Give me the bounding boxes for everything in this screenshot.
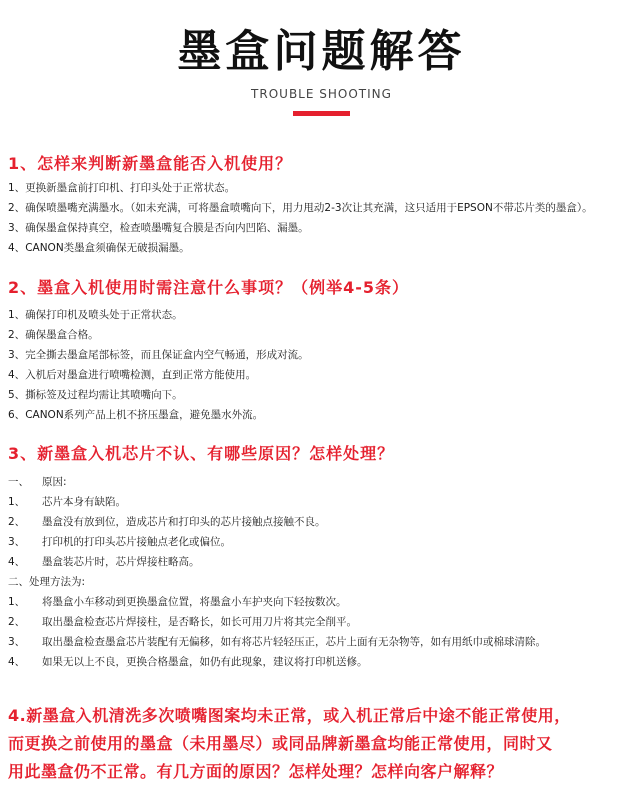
section3-list xyxy=(8,472,546,672)
section2-heading: 2、墨盒入机使用时需注意什么事项？（例举4-5条） xyxy=(8,278,410,297)
list-item: 3、 取出墨盒检查墨盒芯片装配有无偏移，如有将芯片轻轻压正，芯片上面有无杂物等，如有用纸巾或棉球清除。 xyxy=(8,636,546,648)
methods-label: 二、处理方法为: xyxy=(8,576,86,588)
list-item: 4、 墨盒装芯片时，芯片焊接柱略高。 xyxy=(8,556,200,568)
page-title: 墨盒问题解答 xyxy=(177,26,466,77)
list-item: 2、确保墨盒合格。 xyxy=(8,329,99,341)
list-item: 3、 打印机的打印头芯片接触点老化或偏位。 xyxy=(8,536,231,548)
section2-list xyxy=(8,305,309,425)
section1-list xyxy=(8,178,593,258)
section4-line: 而更换之前使用的墨盒（未用墨尽）或同品牌新墨盒均能正常使用，同时又 xyxy=(8,734,553,753)
section4-line: 4.新墨盒入机清洗多次喷嘴图案均未正常，或入机正常后中途不能正常使用， xyxy=(8,706,571,725)
section3-heading: 3、新墨盒入机芯片不认、有哪些原因？怎样处理？ xyxy=(8,444,395,463)
list-item: 3、完全撕去墨盒尾部标签，而且保证盒内空气畅通，形成对流。 xyxy=(8,349,309,361)
list-item: 5、撕标签及过程均需让其喷嘴向下。 xyxy=(8,389,183,401)
list-item: 4、 如果无以上不良，更换合格墨盒，如仍有此现象，建议将打印机送修。 xyxy=(8,656,368,668)
list-item: 4、CANON类墨盒须确保无破损漏墨。 xyxy=(8,242,190,254)
list-item: 2、确保喷墨嘴充满墨水。（如未充满，可将墨盒喷嘴向下，用力甩动2-3次让其充满，这只适用于EPSON不带芯片类的墨盒）。 xyxy=(8,202,593,214)
list-item: 1、确保打印机及喷头处于正常状态。 xyxy=(8,309,183,321)
list-item: 6、CANON系列产品上机不挤压墨盒，避免墨水外流。 xyxy=(8,409,264,421)
list-item: 1、 将墨盒小车移动到更换墨盒位置，将墨盒小车护夹向下轻按数次。 xyxy=(8,596,347,608)
section4-heading xyxy=(8,702,638,786)
list-item: 2、 墨盒没有放到位，造成芯片和打印头的芯片接触点接触不良。 xyxy=(8,516,326,528)
list-item: 1、 芯片本身有缺陷。 xyxy=(8,496,126,508)
section4-line: 用此墨盒仍不正常。有几方面的原因？怎样处理？怎样向客户解释？ xyxy=(8,762,504,781)
list-item: 2、 取出墨盒检查芯片焊接柱，是否略长，如长可用刀片将其完全削平。 xyxy=(8,616,357,628)
title-accent-bar xyxy=(293,111,350,116)
list-item: 1、更换新墨盒前打印机、打印头处于正常状态。 xyxy=(8,182,236,194)
causes-label: 一、 原因: xyxy=(8,476,67,488)
list-item: 4、入机后对墨盒进行喷嘴检测，直到正常方能使用。 xyxy=(8,369,257,381)
section1-heading: 1、怎样来判断新墨盒能否入机使用？ xyxy=(8,154,293,173)
page-subtitle: TROUBLE SHOOTING xyxy=(251,87,392,101)
list-item: 3、确保墨盒保持真空，检查喷墨嘴复合膜是否向内凹陷、漏墨。 xyxy=(8,222,309,234)
